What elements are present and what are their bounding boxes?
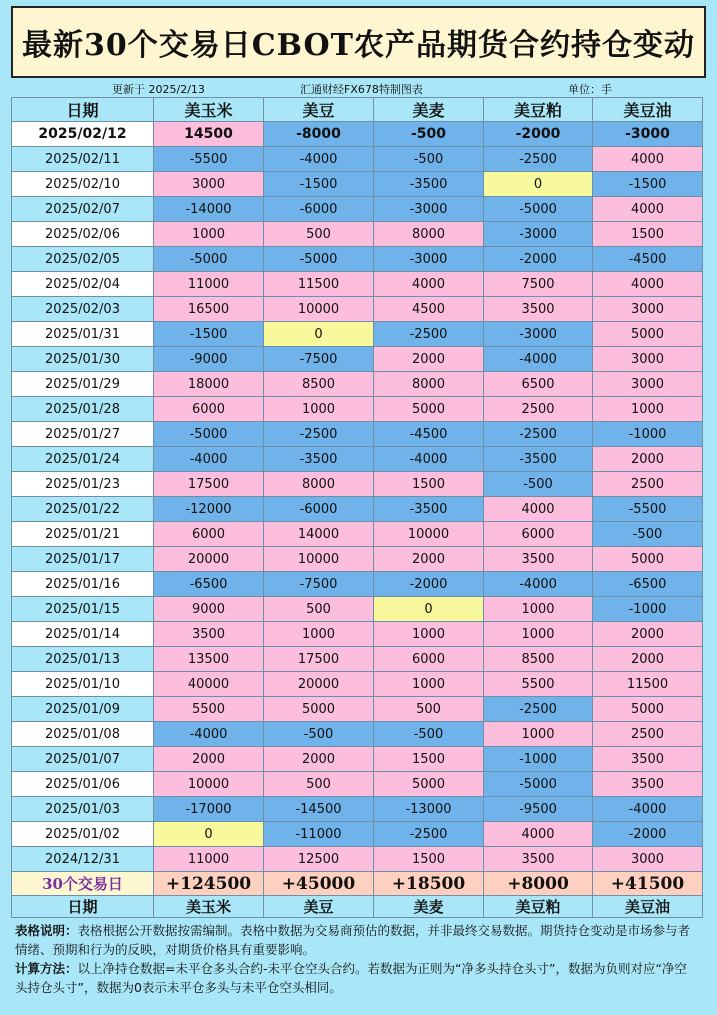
- total-soymeal: +8000: [484, 872, 593, 896]
- value-cell: 3000: [154, 172, 264, 197]
- value-cell: 1500: [374, 847, 484, 872]
- date-cell: 2025/01/21: [12, 522, 154, 547]
- value-cell: 10000: [264, 297, 374, 322]
- date-cell: 2025/02/11: [12, 147, 154, 172]
- value-cell: -3000: [484, 222, 593, 247]
- value-cell: 6000: [484, 522, 593, 547]
- value-cell: -500: [374, 147, 484, 172]
- table-row: [12, 122, 703, 147]
- date-cell: 2025/02/06: [12, 222, 154, 247]
- date-cell: 2025/01/06: [12, 772, 154, 797]
- value-cell: 1000: [374, 622, 484, 647]
- value-cell: 40000: [154, 672, 264, 697]
- value-cell: 5000: [374, 397, 484, 422]
- value-cell: -5000: [484, 772, 593, 797]
- value-cell: 6000: [154, 397, 264, 422]
- value-cell: 1000: [484, 597, 593, 622]
- value-cell: 5500: [484, 672, 593, 697]
- value-cell: -6500: [154, 572, 264, 597]
- value-cell: -1500: [154, 322, 264, 347]
- value-cell: 5000: [593, 547, 703, 572]
- value-cell: 1000: [264, 397, 374, 422]
- date-cell: 2025/01/15: [12, 597, 154, 622]
- value-cell: -9500: [484, 797, 593, 822]
- value-cell: -1000: [593, 422, 703, 447]
- value-cell: 0: [154, 822, 264, 847]
- value-cell: 8000: [374, 222, 484, 247]
- value-cell: -1000: [593, 597, 703, 622]
- total-soybean: +45000: [264, 872, 374, 896]
- date-cell: 2025/02/12: [12, 122, 154, 147]
- value-cell: -500: [374, 122, 484, 147]
- value-cell: 500: [374, 697, 484, 722]
- footer-wheat: 美麦: [374, 896, 484, 918]
- value-cell: 7500: [484, 272, 593, 297]
- value-cell: 5000: [593, 322, 703, 347]
- footer-corn: 美玉米: [154, 896, 264, 918]
- date-cell: 2025/02/10: [12, 172, 154, 197]
- value-cell: 1000: [154, 222, 264, 247]
- table-row: [12, 847, 703, 872]
- value-cell: -13000: [374, 797, 484, 822]
- value-cell: 5000: [264, 697, 374, 722]
- value-cell: -3000: [374, 247, 484, 272]
- header-soyoil: 美豆油: [593, 98, 703, 122]
- header-corn: 美玉米: [154, 98, 264, 122]
- value-cell: -3000: [484, 322, 593, 347]
- value-cell: 3500: [484, 547, 593, 572]
- value-cell: -500: [374, 722, 484, 747]
- date-cell: 2025/02/04: [12, 272, 154, 297]
- value-cell: 5000: [593, 697, 703, 722]
- value-cell: -3000: [374, 197, 484, 222]
- date-cell: 2025/01/27: [12, 422, 154, 447]
- value-cell: -4500: [374, 422, 484, 447]
- date-cell: 2025/01/23: [12, 472, 154, 497]
- value-cell: 8500: [484, 647, 593, 672]
- table-row: [12, 672, 703, 697]
- value-cell: 3000: [593, 847, 703, 872]
- total-corn: +124500: [154, 872, 264, 896]
- value-cell: -7500: [264, 572, 374, 597]
- value-cell: -5500: [593, 497, 703, 522]
- value-cell: 10000: [374, 522, 484, 547]
- value-cell: 2000: [593, 447, 703, 472]
- value-cell: 11000: [154, 847, 264, 872]
- table-row: [12, 397, 703, 422]
- value-cell: 5000: [374, 772, 484, 797]
- value-cell: -17000: [154, 797, 264, 822]
- value-cell: 0: [374, 597, 484, 622]
- value-cell: 6500: [484, 372, 593, 397]
- header-row: [12, 98, 703, 122]
- date-cell: 2025/02/07: [12, 197, 154, 222]
- notes-panel: [11, 918, 702, 1008]
- header-soybean: 美豆: [264, 98, 374, 122]
- table-row: [12, 197, 703, 222]
- value-cell: 3000: [593, 372, 703, 397]
- date-cell: 2025/01/22: [12, 497, 154, 522]
- value-cell: 4000: [593, 197, 703, 222]
- value-cell: -2500: [264, 422, 374, 447]
- value-cell: 2000: [593, 622, 703, 647]
- value-cell: 17500: [264, 647, 374, 672]
- table-row: [12, 647, 703, 672]
- value-cell: -14500: [264, 797, 374, 822]
- positions-table: [11, 97, 703, 918]
- value-cell: 1000: [593, 397, 703, 422]
- table-row: [12, 622, 703, 647]
- calc-label: 计算方法：: [15, 961, 78, 976]
- value-cell: 3500: [484, 297, 593, 322]
- value-cell: -5000: [264, 247, 374, 272]
- table-row: [12, 347, 703, 372]
- value-cell: 6000: [374, 647, 484, 672]
- value-cell: -1500: [264, 172, 374, 197]
- table-row: [12, 597, 703, 622]
- value-cell: -4000: [593, 797, 703, 822]
- header-date: 日期: [12, 98, 154, 122]
- value-cell: 3000: [593, 297, 703, 322]
- date-cell: 2025/01/08: [12, 722, 154, 747]
- value-cell: 5500: [154, 697, 264, 722]
- date-cell: 2025/01/09: [12, 697, 154, 722]
- value-cell: -500: [484, 472, 593, 497]
- table-row: [12, 822, 703, 847]
- value-cell: -4000: [264, 147, 374, 172]
- footer-soybean: 美豆: [264, 896, 374, 918]
- table-row: [12, 772, 703, 797]
- value-cell: -8000: [264, 122, 374, 147]
- value-cell: 20000: [264, 672, 374, 697]
- table-row: [12, 147, 703, 172]
- value-cell: -1500: [593, 172, 703, 197]
- footer-date: 日期: [12, 896, 154, 918]
- table-row: [12, 272, 703, 297]
- value-cell: -6000: [264, 497, 374, 522]
- value-cell: 500: [264, 597, 374, 622]
- value-cell: -4000: [154, 722, 264, 747]
- value-cell: -500: [264, 722, 374, 747]
- table-description: [15, 921, 698, 959]
- value-cell: 20000: [154, 547, 264, 572]
- value-cell: -2500: [484, 147, 593, 172]
- table-row: [12, 297, 703, 322]
- value-cell: 8000: [374, 372, 484, 397]
- value-cell: 13500: [154, 647, 264, 672]
- footer-header-row: [12, 896, 703, 918]
- table-row: [12, 447, 703, 472]
- value-cell: -12000: [154, 497, 264, 522]
- value-cell: 4500: [374, 297, 484, 322]
- value-cell: 1500: [374, 747, 484, 772]
- value-cell: 2000: [374, 547, 484, 572]
- value-cell: 17500: [154, 472, 264, 497]
- value-cell: 1000: [484, 722, 593, 747]
- table-row: [12, 497, 703, 522]
- value-cell: 2500: [593, 722, 703, 747]
- value-cell: -3500: [374, 172, 484, 197]
- table-row: [12, 722, 703, 747]
- date-cell: 2025/01/30: [12, 347, 154, 372]
- value-cell: 18000: [154, 372, 264, 397]
- value-cell: -4000: [484, 347, 593, 372]
- value-cell: -4000: [374, 447, 484, 472]
- table-row: [12, 697, 703, 722]
- date-cell: 2025/01/02: [12, 822, 154, 847]
- value-cell: 12500: [264, 847, 374, 872]
- value-cell: 2500: [593, 472, 703, 497]
- value-cell: 1000: [374, 672, 484, 697]
- table-row: [12, 522, 703, 547]
- meta-row: [0, 80, 717, 97]
- header-soymeal: 美豆粕: [484, 98, 593, 122]
- value-cell: -1000: [484, 747, 593, 772]
- value-cell: -3500: [374, 497, 484, 522]
- total-wheat: +18500: [374, 872, 484, 896]
- table-row: [12, 172, 703, 197]
- unit-label: 单位：手: [568, 83, 612, 96]
- value-cell: 8500: [264, 372, 374, 397]
- date-cell: 2025/01/14: [12, 622, 154, 647]
- calc-method: [15, 959, 698, 997]
- value-cell: 10000: [264, 547, 374, 572]
- table-body: [12, 122, 703, 872]
- date-cell: 2025/01/03: [12, 797, 154, 822]
- date-cell: 2025/01/24: [12, 447, 154, 472]
- value-cell: -5500: [154, 147, 264, 172]
- value-cell: -4500: [593, 247, 703, 272]
- value-cell: 3500: [593, 772, 703, 797]
- value-cell: 16500: [154, 297, 264, 322]
- value-cell: -3500: [264, 447, 374, 472]
- desc-label: 表格说明：: [15, 923, 78, 938]
- table-row: [12, 222, 703, 247]
- value-cell: 500: [264, 222, 374, 247]
- date-cell: 2025/01/28: [12, 397, 154, 422]
- totals-row: [12, 872, 703, 896]
- value-cell: 6000: [154, 522, 264, 547]
- value-cell: -2500: [484, 422, 593, 447]
- value-cell: 9000: [154, 597, 264, 622]
- value-cell: 1500: [593, 222, 703, 247]
- value-cell: 3500: [154, 622, 264, 647]
- value-cell: 0: [484, 172, 593, 197]
- date-cell: 2025/01/07: [12, 747, 154, 772]
- value-cell: 1000: [484, 622, 593, 647]
- table-row: [12, 572, 703, 597]
- value-cell: -4000: [154, 447, 264, 472]
- header-wheat: 美麦: [374, 98, 484, 122]
- value-cell: 14500: [154, 122, 264, 147]
- value-cell: -2000: [374, 572, 484, 597]
- value-cell: 1500: [374, 472, 484, 497]
- value-cell: -2500: [484, 697, 593, 722]
- table-row: [12, 372, 703, 397]
- value-cell: 8000: [264, 472, 374, 497]
- date-cell: 2025/01/29: [12, 372, 154, 397]
- chart-title: 最新30个交易日CBOT农产品期货合约持仓变动: [11, 6, 706, 78]
- value-cell: 4000: [593, 147, 703, 172]
- value-cell: -9000: [154, 347, 264, 372]
- value-cell: 11500: [593, 672, 703, 697]
- date-cell: 2025/01/16: [12, 572, 154, 597]
- value-cell: -5000: [484, 197, 593, 222]
- table-row: [12, 547, 703, 572]
- value-cell: 11500: [264, 272, 374, 297]
- value-cell: 2500: [484, 397, 593, 422]
- table-row: [12, 747, 703, 772]
- value-cell: -2000: [484, 247, 593, 272]
- value-cell: 0: [264, 322, 374, 347]
- date-cell: 2025/02/05: [12, 247, 154, 272]
- date-cell: 2025/01/31: [12, 322, 154, 347]
- value-cell: -11000: [264, 822, 374, 847]
- value-cell: -7500: [264, 347, 374, 372]
- date-cell: 2025/01/10: [12, 672, 154, 697]
- footer-soyoil: 美豆油: [593, 896, 703, 918]
- value-cell: 10000: [154, 772, 264, 797]
- value-cell: 2000: [154, 747, 264, 772]
- desc-text: 表格根据公开数据按需编制。表格中数据为交易商预估的数据，并非最终交易数据。期货持仓变动是市场参与者情绪、预期和行为的反映，对期货价格具有重要影响。: [15, 923, 691, 957]
- date-cell: 2025/02/03: [12, 297, 154, 322]
- value-cell: -5000: [154, 422, 264, 447]
- value-cell: -500: [593, 522, 703, 547]
- value-cell: 3500: [593, 747, 703, 772]
- value-cell: 3000: [593, 347, 703, 372]
- table-row: [12, 472, 703, 497]
- date-cell: 2024/12/31: [12, 847, 154, 872]
- table-row: [12, 322, 703, 347]
- value-cell: -3000: [593, 122, 703, 147]
- value-cell: 11000: [154, 272, 264, 297]
- value-cell: 500: [264, 772, 374, 797]
- value-cell: -2500: [374, 322, 484, 347]
- table-row: [12, 422, 703, 447]
- total-soyoil: +41500: [593, 872, 703, 896]
- value-cell: 4000: [484, 822, 593, 847]
- value-cell: 4000: [593, 272, 703, 297]
- value-cell: -14000: [154, 197, 264, 222]
- date-cell: 2025/01/13: [12, 647, 154, 672]
- table-row: [12, 247, 703, 272]
- value-cell: 3500: [484, 847, 593, 872]
- calc-text: 以上净持仓数据=未平仓多头合约-未平仓空头合约。若数据为正则为“净多头持仓头寸”，数据为负则对应“净空头持仓头寸”，数据为0表示未平仓多头与未平仓空头相同。: [15, 961, 687, 995]
- value-cell: -6000: [264, 197, 374, 222]
- value-cell: -5000: [154, 247, 264, 272]
- value-cell: 4000: [374, 272, 484, 297]
- value-cell: 2000: [593, 647, 703, 672]
- totals-label: 30个交易日: [12, 872, 154, 896]
- value-cell: 2000: [374, 347, 484, 372]
- source-label: 汇通财经FX678特制图表: [300, 83, 423, 96]
- table-row: [12, 797, 703, 822]
- value-cell: 1000: [264, 622, 374, 647]
- value-cell: 14000: [264, 522, 374, 547]
- value-cell: 2000: [264, 747, 374, 772]
- value-cell: -2500: [374, 822, 484, 847]
- update-date: 更新于 2025/2/13: [112, 83, 205, 96]
- footer-soymeal: 美豆粕: [484, 896, 593, 918]
- date-cell: 2025/01/17: [12, 547, 154, 572]
- value-cell: -2000: [484, 122, 593, 147]
- value-cell: -2000: [593, 822, 703, 847]
- value-cell: -4000: [484, 572, 593, 597]
- value-cell: 4000: [484, 497, 593, 522]
- value-cell: -3500: [484, 447, 593, 472]
- value-cell: -6500: [593, 572, 703, 597]
